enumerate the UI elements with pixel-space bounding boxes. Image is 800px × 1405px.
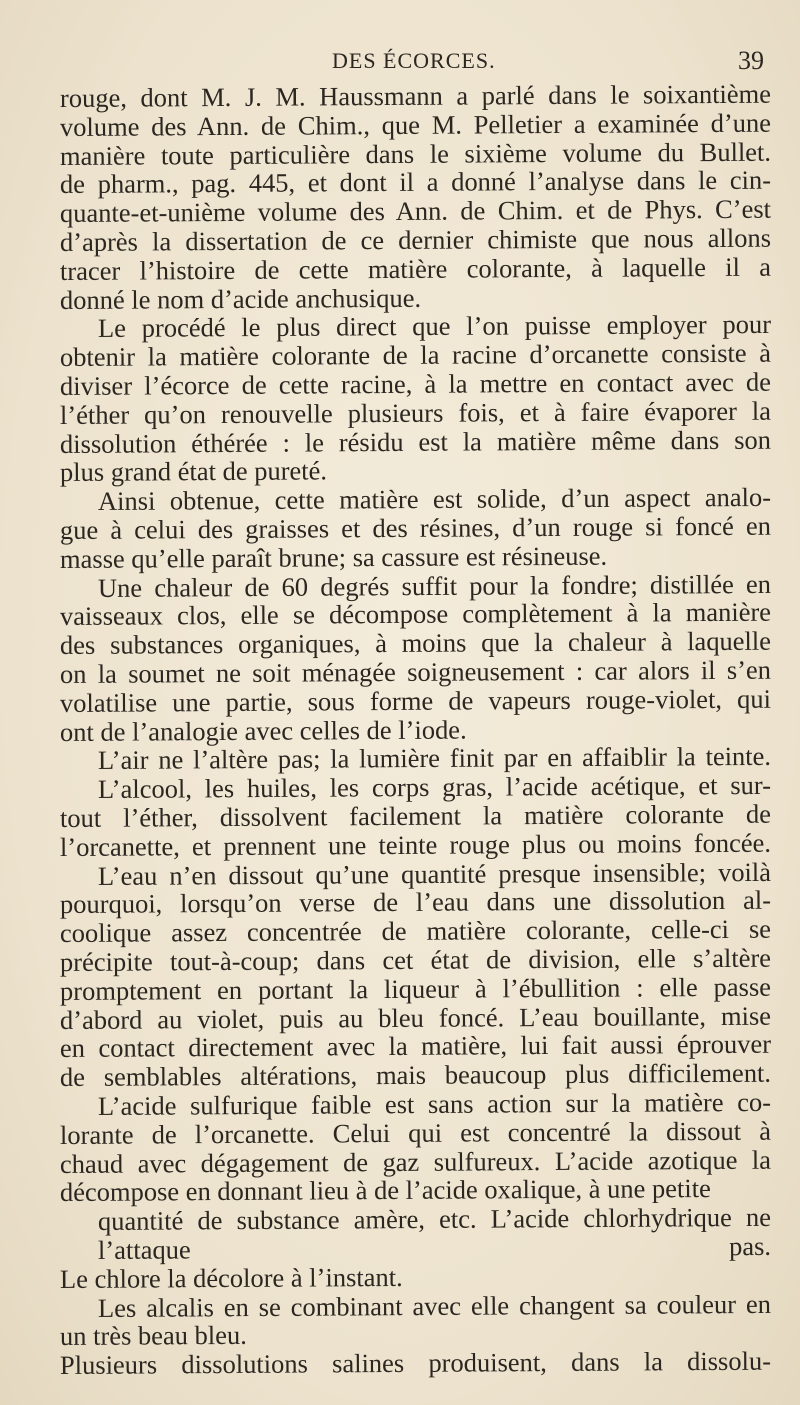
text-line: rouge, dont M. J. M. Haussmann a parlé dans le soixantième — [59, 78, 772, 113]
text-line: l’éther qu’on renouvelle plusieurs fois, et à faire évaporer la — [59, 395, 772, 430]
text-line: volatilise une partie, sous forme de vapeurs rouge-violet, qui — [59, 683, 772, 718]
text-line: tracer l’histoire de cette matière colorante, à laquelle il a — [59, 251, 772, 286]
text-line: manière toute particulière dans le sixième volume du Bullet. — [59, 136, 772, 171]
text-line: obtenir la matière colorante de la racine d’orcanette consiste à — [59, 337, 772, 373]
text-line: Plusieurs dissolutions salines produisent, dans la dissolu- — [59, 1345, 772, 1381]
text-line: ont de l’analogie avec celles de l’iode. — [59, 714, 467, 747]
text-line: décompose en donnant lieu à de l’acide oxalique, à une petite — [59, 1173, 711, 1208]
text-line: d’abord au violet, puis au bleu foncé. L’eau bouillante, mise — [59, 1000, 772, 1035]
text-line: Le procédé le plus direct que l’on puisse employer pour — [97, 309, 772, 344]
text-line: précipite tout-à-coup; dans cet état de division, elle s’altère — [59, 942, 772, 977]
text-line: vaisseaux clos, elle se décompose complètement à la manière — [59, 597, 772, 632]
text-line: Une chaleur de 60 degrés suffit pour la fondre; distillée en — [97, 568, 772, 603]
text-line: un très beau bleu. — [59, 1320, 247, 1352]
text-line: tout l’éther, dissolvent facilement la matière colorante de — [59, 798, 772, 833]
text-line: promptement en portant la liqueur à l’ébullition : elle passe — [59, 971, 772, 1006]
text-line: Ainsi obtenue, cette matière est solide, d’un aspect analo- — [97, 482, 772, 517]
text-line: d’après la dissertation de ce dernier chimiste que nous allons — [59, 222, 772, 257]
text-line: dissolution éthérée : le résidu est la matière même dans son — [59, 424, 772, 459]
text-line: quante-et-unième volume des Ann. de Chim. et de Phys. C’est — [59, 193, 772, 229]
page-number: 39 — [738, 46, 764, 75]
text-line: Le chlore la décolore à l’instant. — [59, 1261, 403, 1294]
text-line: plus grand état de pureté. — [59, 455, 328, 488]
text-line: de semblables altérations, mais beaucoup plus difficilement. — [59, 1057, 772, 1093]
text-line: quantité de substance amère, etc. L’acide chlorhydrique ne — [97, 1202, 772, 1237]
text-line: volume des Ann. de Chim., que M. Pelletier a examinée d’une — [59, 107, 772, 142]
text-line: l’orcanette, et prennent une teinte rouge plus ou moins foncée. — [59, 827, 772, 862]
text-line: en contact directement avec la matière, lui fait aussi éprouver — [59, 1029, 772, 1064]
text-line: chaud avec dégagement de gaz sulfureux. L’acide azotique la — [59, 1144, 772, 1179]
text-line: L’eau n’en dissout qu’une quantité presque insensible; voilà — [97, 856, 772, 891]
text-line: donné le nom d’acide anchusique. — [59, 282, 422, 315]
text-line: pourquoi, lorsqu’on verse de l’eau dans une dissolution al- — [59, 885, 772, 920]
text-line: L’alcool, les huiles, les corps gras, l’acide acétique, et sur- — [97, 770, 772, 805]
text-line: lorante de l’orcanette. Celui qui est concentré la dissout à — [59, 1115, 772, 1150]
text-line: Les alcalis en se combinant avec elle changent sa couleur en — [97, 1288, 772, 1323]
text-line: coolique assez concentrée de matière colorante, celle-ci se — [59, 913, 772, 949]
header-title: DES ÉCORCES. — [332, 48, 496, 73]
text-line: des substances organiques, à moins que la chaleur à laquelle — [59, 625, 772, 661]
text-line: diviser l’écorce de cette racine, à la mettre en contact avec de — [59, 366, 772, 401]
text-line: on la soumet ne soit ménagée soigneusement : car alors il s’en — [59, 654, 772, 689]
text-line: de pharm., pag. 445, et dont il a donné l’analyse dans le cin- — [59, 165, 772, 200]
text-line: gue à celui des graisses et des résines, d’un rouge si foncé en — [59, 510, 772, 545]
text-line: masse qu’elle paraît brune; sa cassure est résineuse. — [59, 540, 608, 574]
text-line: L’air ne l’altère pas; la lumière finit par en affaiblir la teinte. — [97, 741, 772, 776]
text-line: L’acide sulfurique faible est sans action sur la matière co- — [97, 1086, 772, 1121]
text-line: l’attaque pas. — [97, 1230, 772, 1265]
